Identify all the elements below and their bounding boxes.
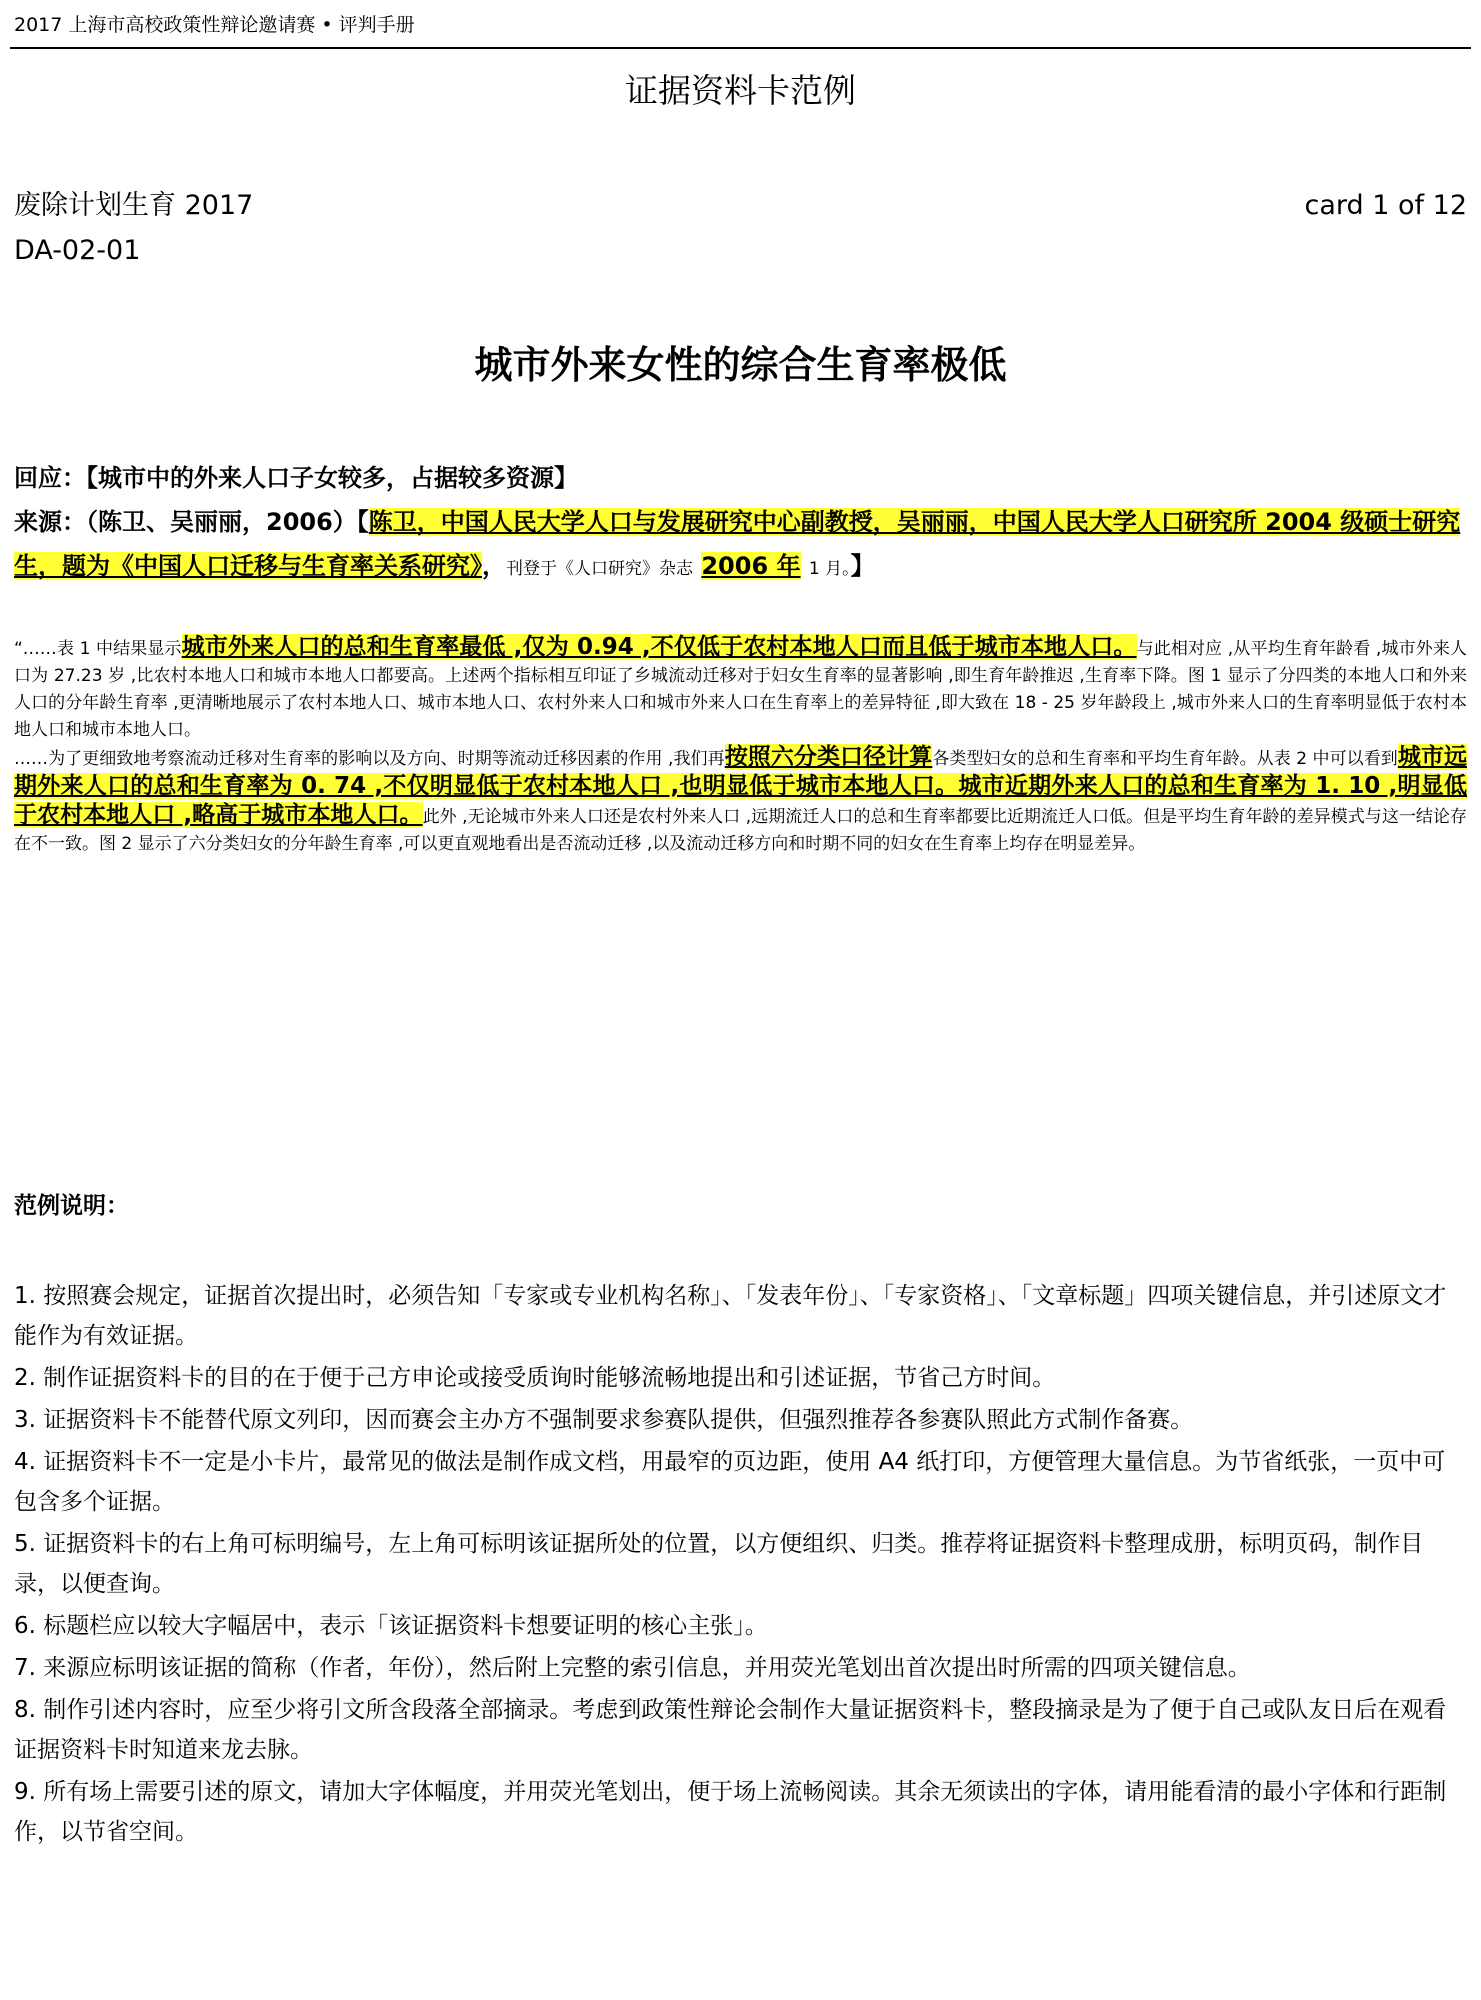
note-item: 6. 标题栏应以较大字幅居中，表示「该证据资料卡想要证明的核心主张」。 [14,1613,768,1639]
quote-text: 此外 ,无论城市外来人口还是农村外来人口 ,远期流迁人口的总和生育率都要比近期流迁人口低。但是平均生育年龄的差异模式与这一结论存在不一致。图 2 显示了六分类妇女的分年龄生育率 ,可以更直观地看出是否流动迁移 ,以及流动迁移方向和时期不同的妇女在生育率上均存在明显差异。 [14,807,1467,854]
note-item: 3. 证据资料卡不能替代原文列印，因而赛会主办方不强制要求参赛队提供，但强烈推荐各参赛队照此方式制作备赛。 [14,1407,1194,1433]
source-year: 2006 年 [701,552,801,580]
response-line: 回应：【城市中的外来人口子女较多，占据较多资源】 [14,464,578,492]
notes-title: 范例说明： [14,1193,129,1219]
quote-text: 与此相对应 ,从平均生育年龄看 ,城市外来人口为 27.23 岁 ,比农村本地人口和城市本地人口都要高。上述两个指标相互印证了乡城流动迁移对于妇女生育率的显著影响 ,即生育年龄推迟 ,生育率下降。图 1 显示了分四类的本地人口和外来人口的分年龄生育率 ,更清晰地展示了农村本地人口、城市本地人口、农村外来人口和城市外来人口在生育率上的差异特征 ,即大致在 18 - 25 岁年龄段上 ,城市外来人口的生育率明显低于农村本地人口和城市本地人口。 [14,639,1468,740]
note-item: 9. 所有场上需要引述的原文，请加大字体幅度，并用荧光笔划出，便于场上流畅阅读。其余无须读出的字体，请用能看清的最小字体和行距制作，以节省空间。 [14,1779,1447,1845]
quote-text: 各类型妇女的总和生育率和平均生育年龄。从表 2 中可以看到 [932,749,1398,769]
source-key-info: 陈卫，中国人民大学人口与发展研究中心副教授，吴丽丽，中国人民大学人口研究所 2004 级硕士研究生，题为《中国人口迁移与生育率关系研究》 [14,508,1461,580]
note-item: 8. 制作引述内容时，应至少将引文所含段落全部摘录。考虑到政策性辩论会制作大量证据资料卡，整段摘录是为了便于自己或队友日后在观看证据资料卡时知道来龙去脉。 [14,1697,1447,1763]
source-suffix: 】 [850,552,875,580]
note-item: 5. 证据资料卡的右上角可标明编号，左上角可标明该证据所处的位置，以方便组织、归类。推荐将证据资料卡整理成册，标明页码，制作目录，以便查询。 [14,1531,1424,1597]
quote-highlight: 城市远期外来人口的总和生育率为 0. 74 ,不仅明显低于农村本地人口 ,也明显低于城市本地人口。城市近期外来人口的总和生育率为 1. 10 ,明显低于农村本地人口 ,略高于城市本地人口。 [14,744,1468,828]
card-number: card 1 of 12 [1304,190,1467,221]
quote-text: “……表 1 中结果显示 [14,639,182,659]
page-header: 2017 上海市高校政策性辩论邀请赛 • 评判手册 [14,14,415,36]
notes-list [14,1276,1467,1854]
card-claim: 城市外来女性的综合生育率极低 [474,343,1007,387]
source-prefix: 来源：（陈卫、吴丽丽，2006）【 [14,508,369,536]
card-location [14,183,253,273]
note-item: 1. 按照赛会规定，证据首次提出时，必须告知「专家或专业机构名称」、「发表年份」、「专家资格」、「文章标题」四项关键信息，并引述原文才能作为有效证据。 [14,1283,1447,1349]
quote-text: ……为了更细致地考察流动迁移对生育率的影响以及方向、时期等流动迁移因素的作用 ,我们再 [14,749,725,769]
page-title: 证据资料卡范例 [625,71,856,110]
note-item: 7. 来源应标明该证据的简称（作者，年份），然后附上完整的索引信息，并用荧光笔划出首次提出时所需的四项关键信息。 [14,1655,1251,1681]
header-divider [10,47,1471,49]
quote-paragraph [14,744,1467,858]
evidence-quote [14,634,1467,858]
card-code: DA-02-01 [14,235,141,266]
quote-highlight: 按照六分类口径计算 [724,744,933,770]
quote-paragraph [14,634,1467,744]
card-topic: 废除计划生育 2017 [14,190,254,221]
source-comma: ， [482,552,506,580]
note-item: 4. 证据资料卡不一定是小卡片，最常见的做法是制作成文档，用最窄的页边距，使用 A4 纸打印，方便管理大量信息。为节省纸张，一页中可包含多个证据。 [14,1449,1446,1515]
quote-highlight: 城市外来人口的总和生育率最低 ,仅为 0.94 ,不仅低于农村本地人口而且低于城市本地人口。 [181,634,1137,660]
note-item: 2. 制作证据资料卡的目的在于便于己方申论或接受质询时能够流畅地提出和引述证据，节省己方时间。 [14,1365,1056,1391]
source-month: 1 月。 [808,559,851,579]
source-journal: 刊登于《人口研究》杂志 [506,559,693,579]
source-line [14,500,1467,591]
